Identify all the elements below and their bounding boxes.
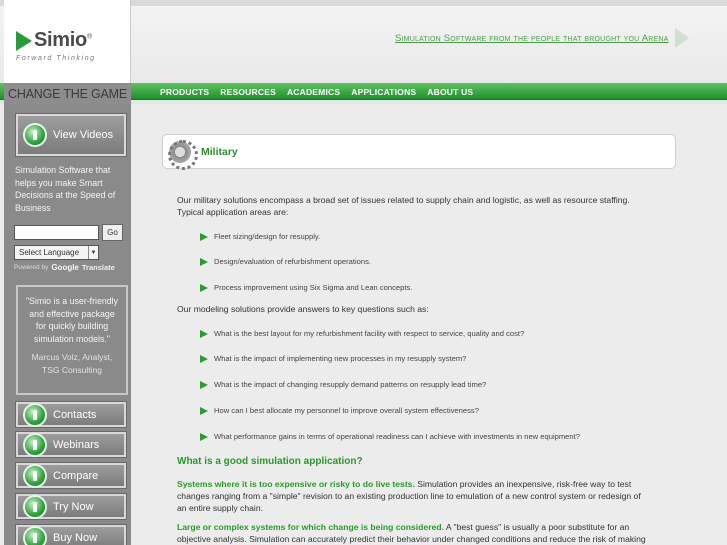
bullet-arrow-icon (200, 381, 208, 389)
logo[interactable] (4, 0, 131, 83)
compare-button[interactable] (16, 463, 126, 488)
main-content (160, 104, 727, 545)
info-icon (23, 403, 47, 427)
try-now-button[interactable] (16, 494, 126, 519)
list-item-text: Design/evaluation of refurbishment operations. (214, 257, 372, 266)
bullet-arrow-icon (200, 355, 208, 363)
nav-item-about-us[interactable]: ABOUT US (427, 86, 474, 97)
section-heading: What is a good simulation application? (177, 456, 363, 467)
view-videos-label: View Videos (53, 129, 114, 141)
paragraph-body: A "best guess" is usually a poor substitute for an objective analysis. Simulation can accurately predict their behavior under changed conditions and reduce the risk of making (177, 522, 646, 544)
tagline-text[interactable]: Simulation Software from the people that brought you Arena (395, 32, 669, 44)
paragraph-lead: Large or complex systems for which change is being considered. (177, 522, 444, 532)
nav-item-resources[interactable]: RESOURCES (220, 86, 276, 97)
paragraph-expensive-systems (177, 479, 652, 514)
buy-now-label: Buy Now (53, 531, 98, 544)
nav-item-products[interactable]: PRODUCTS (160, 86, 210, 97)
list-item-text: What is the impact of implementing new processes in my resupply system? (214, 354, 467, 363)
nav-item-applications[interactable]: APPLICATIONS (351, 86, 417, 97)
intro-paragraph: Our military solutions encompass a broad set of issues related to supply chain and logistic, as well as resource staffing. Typical application areas are: (177, 195, 630, 217)
page-title-box (162, 134, 676, 169)
bullet-arrow-icon (200, 407, 208, 415)
bullet-arrow-icon (200, 233, 208, 241)
bullet-arrow-icon (200, 284, 208, 292)
list-item (200, 354, 466, 363)
testimonial-author: Marcus Volz, Analyst, TSG Consulting (31, 352, 113, 375)
language-select[interactable] (14, 245, 99, 260)
list-item (200, 232, 320, 241)
list-item-text: What is the impact of changing resupply demand patterns on resupply lead time? (214, 380, 487, 389)
translate-link[interactable]: Translate (81, 263, 115, 272)
paragraph-complex-systems (177, 522, 652, 545)
powered-by-label: Powered by (14, 264, 49, 271)
contacts-button[interactable] (16, 402, 126, 427)
logo-play-icon (16, 31, 32, 51)
list-item (200, 380, 486, 389)
google-logo: Google (51, 263, 79, 272)
try-now-label: Try Now (53, 500, 94, 513)
list-item-text: What performance gains in terms of operational readiness can I achieve with investments in new equipment? (214, 432, 580, 441)
gear-icon (166, 138, 194, 166)
logo-name: Simio (34, 29, 87, 51)
page-title: Military (201, 145, 238, 158)
info-icon (23, 464, 47, 488)
testimonial-quote: "Simio is a user-friendly and effective package for quickly building simulation models." (25, 296, 119, 344)
search-input[interactable] (14, 225, 99, 240)
sidebar-intro: Simulation Software that helps you make Smart Decisions at the Speed of Business (15, 165, 116, 213)
language-select-value: Select Language (19, 248, 80, 257)
change-the-game-banner: CHANGE THE GAME (8, 87, 128, 101)
nav-item-academics[interactable]: ACADEMICS (286, 86, 341, 97)
powered-by-google (14, 263, 115, 272)
list-item (200, 432, 580, 441)
sidebar (4, 0, 131, 545)
info-icon (23, 433, 47, 457)
buy-now-button[interactable] (16, 525, 126, 545)
info-icon (23, 495, 47, 519)
logo-subtitle: Forward Thinking (16, 55, 96, 62)
compare-label: Compare (53, 469, 99, 482)
list-item-text: What is the best layout for my refurbishment facility with respect to service, quality and cost? (214, 329, 525, 338)
webinars-label: Webinars (53, 438, 100, 451)
list-item (200, 406, 479, 415)
list-item-text: How can I best allocate my personnel to improve overall system effectiveness? (214, 406, 479, 415)
bullet-arrow-icon (200, 433, 208, 441)
info-icon (23, 123, 47, 147)
webinars-button[interactable] (16, 432, 126, 457)
view-videos-button[interactable] (16, 114, 126, 156)
paragraph-body: Simulation provides an inexpensive, risk-free way to test changes ranging from a "simple" revision to an existing production line to emulation of a new control system or redesign of an entire supply chain. (177, 479, 641, 513)
questions-intro: Our modeling solutions provide answers to key questions such as: (177, 304, 429, 314)
bullet-arrow-icon (200, 330, 208, 338)
list-item (200, 257, 371, 266)
contacts-label: Contacts (53, 408, 97, 421)
list-item (200, 283, 412, 292)
chevron-right-icon (675, 28, 689, 48)
logo-registered: ® (86, 33, 92, 41)
tagline-link[interactable] (395, 28, 689, 48)
chevron-down-icon: ▼ (88, 246, 98, 259)
testimonial (16, 285, 128, 395)
search-go-button[interactable]: Go (102, 224, 123, 241)
list-item (200, 329, 524, 338)
bullet-arrow-icon (200, 258, 208, 266)
paragraph-lead: Systems where it is too expensive or risky to do live tests. (177, 479, 415, 489)
info-icon (23, 526, 47, 545)
list-item-text: Process improvement using Six Sigma and Lean concepts. (214, 283, 413, 292)
list-item-text: Fleet sizing/design for resupply. (214, 232, 321, 241)
